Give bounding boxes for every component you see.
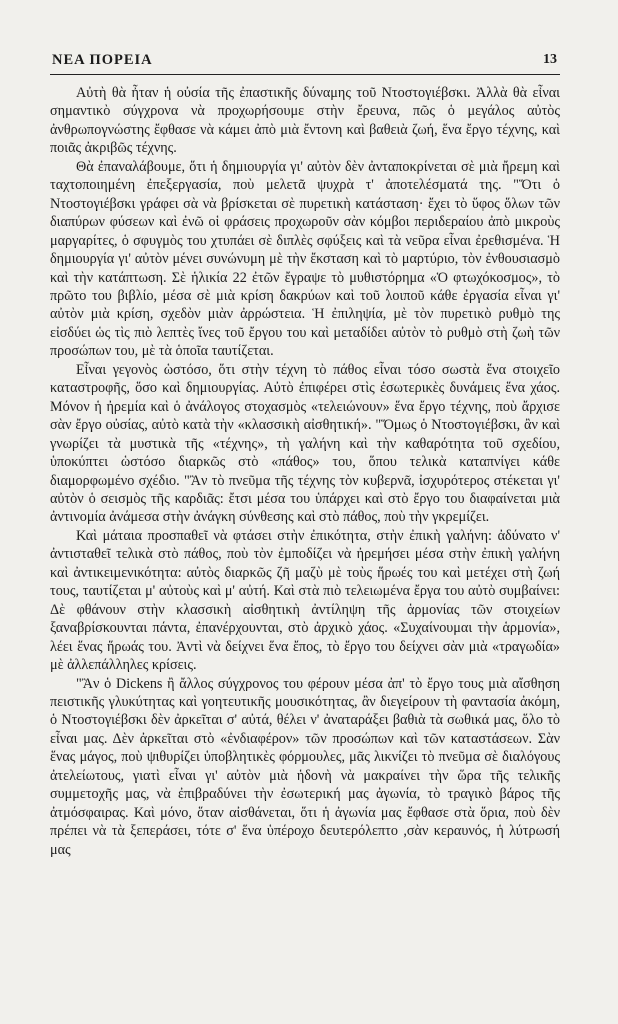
page-number: 13 [543, 52, 557, 67]
paragraph: "Ἂν ὁ Dickens ἢ ἄλλος σύγχρονος του φέρουν μέσα ἀπ' τὸ ἔργο τους μιὰ αἴσθηση πειστικῆς γλυκύτητας καὶ γοητευτικῆς μουσικότητας, ἂν διεγείρουν τὴ φαντασία ἀκόμη, ὁ Ντοστογιέβσκι δὲν ἀρκεῖται σ' αὐτά, θέλει ν' ἀναταράξει βαθιὰ τὰ σωθικά μας, ὅλο τὸ εἶναι μας. Δὲν ἀρκεῖται στὸ «ἐνδιαφέρον» τῶν προσώπων καὶ τῶν καταστάσεων. Σὰν ἕνας μάγος, ποὺ ψιθυρίζει ὑποβλητικὲς φόρμουλες, μᾶς λικνίζει τὸ πνεῦμα σὲ διαλόγους ἀτελείωτους, γιατὶ εἶναι γι' αὐτὸν μιὰ ἡδονὴ νὰ μακραίνει τὴν ὥρα τῆς τελικῆς συμμετοχῆς μας, νὰ ἐπιβραδύνει τὴν ἐσωτερική μας ἀγωνία, τὸ τραγικὸ βάρος τῆς ἀτμόσφαιρας. Καὶ μόνο, ὅταν αἰσθάνεται, ὅτι ἡ ἀγωνία μας ἔφθασε στὰ ὅρια, ποὺ δὲν πρέπει νὰ τὰ ξεπεράσει, τότε σ' ἕνα ὑπέροχο δευτερόλεπτο ,σὰν κεραυνός, ἡ λύτρωσή μας [50, 675, 560, 858]
header-rule [50, 74, 560, 75]
article-body [50, 84, 560, 859]
paragraph: Εἶναι γεγονὸς ὡστόσο, ὅτι στὴν τέχνη τὸ πάθος εἶναι τόσο σωστὰ ἕνα στοιχεῖο καταστροφῆς, ὅσο καὶ δημιουργίας. Αὐτὸ ἐπιφέρει στὶς ἐσωτερικὲς δυνάμεις ἕνα χάος. Μόνον ἡ ἠρεμία καὶ ὁ ἀνάλογος στοχασμὸς «τελειώνουν» ἕνα ἔργο τέχνης, ποὺ ἄρχισε σὰν ἔργο οὐσίας, αὐτὸ κατὰ τὴν «κλασσικὴ αἰσθητική». "Ὅμως ὁ Ντοστογιέβσκι, ἂν καὶ γνωρίζει τὰ μυστικὰ τῆς «τέχνης», τὴ γαλήνη καὶ τὴν καθαρότητα τοῦ σχεδίου, ὑποκύπτει ὡστόσο διαρκῶς στὸ «πάθος» του, ὅπου τελικὰ καταπνίγει κάθε διαμορφωμένο σχέδιο. "Ἂν τὸ πνεῦμα τῆς τέχνης τὸν κυβερνᾶ, ἰσχυρότερος στέκεται γι' αὐτὸν ὁ σεισμὸς τῆς καρδιᾶς: ἔτσι μέσα του ὑπάρχει καὶ στὸ ἔργο του διαφαίνεται μιὰ ἀντινομία ἀνάμεσα στὴν ἀνάγκη σύνθεσης καὶ στὸ πάθος, ποὺ τὴν γκρεμίζει. [50, 361, 560, 526]
paragraph: Αὐτὴ θὰ ἦταν ἡ οὐσία τῆς ἐπαστικῆς δύναμης τοῦ Ντοστογιέβσκι. Ἀλλὰ θὰ εἶναι σημαντικὸ σύγχρονα νὰ προχωρήσουμε στὴν ἔρευνα, πῶς ὁ μεγάλος αὐτὸς ἀνθρωπογνώστης ἔφθασε νὰ κάμει ἀπὸ μιὰ ἔντονη καὶ βαθειὰ ζωή, ἕνα ἔργο τέχνης, καὶ ποιᾶς ἀκριβῶς τέχνης. [50, 85, 560, 157]
paragraph: Θὰ ἐπαναλάβουμε, ὅτι ἡ δημιουργία γι' αὐτὸν δὲν ἀνταποκρίνεται σὲ μιὰ ἤρεμη καὶ ταχτοποιημένη ἐπεξεργασία, ποὺ μελετᾶ ψυχρὰ τ' ἀποτελέσματά της. "Ὅτι ὁ Ντοστογιέβσκι γράφει σὰ νὰ βρίσκεται σὲ πυρετικὴ κατάσταση· ἔχει τὸ ὕφος ὅλων τῶν διαπύρων φύσεων καὶ ἐνῶ οἱ φράσεις προχωροῦν σὰν κόμβοι περιδεραίου ἀπὸ μικροὺς μαργαρίτες, ὁ σφυγμὸς του χτυπάει σὲ διπλὲς σφύξεις καὶ τὰ νεῦρα εἶναι ἐρεθισμένα. Ἡ δημιουργία γι' αὐτὸν μένει συνώνυμη μὲ τὴν ἔκσταση καὶ τὸ μαρτύριο, τὸν ἐνθουσιασμὸ καὶ τὴν κατάπτωση. Σὲ ἡλικία 22 ἐτῶν ἔγραψε τὸ μυθιστόρημα «Ὁ φτωχόκοσμος», τὸ πρῶτο του βιβλίο, μέσα σὲ μιὰ κρίση δακρύων καὶ τοῦ λοιποῦ κάθε ἐργασία εἶναι γι' αὐτὸν μιὰ κρίση, σχεδὸν μιὰν ἀρρώστεια. Ἡ ἐπιληψία, μὲ τὸν πυρετικὸ ρυθμὸ της εἰσδύει ὡς τὶς πιὸ λεπτὲς ἴνες τοῦ ἔργου του καὶ μεταδίδει αὐτὸν τὸ ρυθμὸ στὴ ζωὴ τῶν προσώπων του, μὲ τὰ ὁποῖα ταυτίζεται. [50, 158, 560, 360]
running-header [52, 52, 557, 72]
paragraph: Καὶ μάταια προσπαθεῖ νὰ φτάσει στὴν ἐπικότητα, στὴν ἐπικὴ γαλήνη: ἀδύνατο ν' ἀντισταθεῖ τελικὰ στὸ πάθος, ποὺ τὸν ἐμποδίζει νὰ ἠρεμήσει μέσα στὴν ἐπικὴ γαλήνη καὶ ἀντικειμενικότητα: αὐτὸς διαρκῶς ζῆ μαζὺ μὲ τοὺς ἥρωές του καὶ μετέχει στὴ ζωή τους, ταυτίζεται μ' αὐτοὺς καὶ μ' αὐτή. Καὶ στὰ πιὸ τελειωμένα ἔργα του αὐτὸ συμβαίνει: Δὲ φθάνουν στὴν κλασσικὴ αἰσθητικὴ ἀντίληψη τῆς ἁρμονίας τῶν στοιχείων ξαναβρίσκουνται πάντα, ἐπανέρχουνται, στὸ ἀρχικὸ χάος. «Συχαίνουμαι τὴν ἁρμονία», λέει ἕνας ἥρωάς του. Ἀντὶ νὰ δείχνει ἕνα ἔπος, τὸ ἔργο του δείχνει σὰν μιὰ «τραγωδία» μὲ ἀλλεπάλληλες κρίσεις. [50, 527, 560, 674]
journal-title: ΝΕΑ ΠΟΡΕΙΑ [52, 52, 153, 68]
